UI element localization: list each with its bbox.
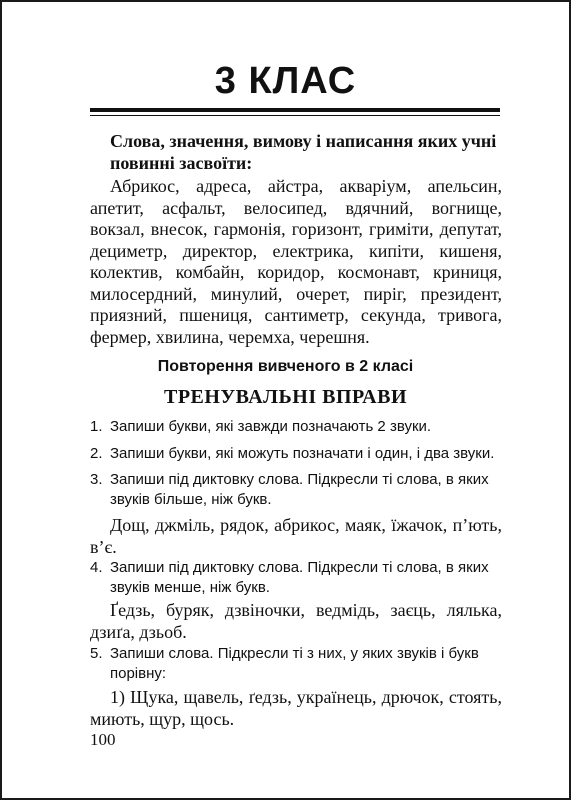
task-5 <box>90 644 502 684</box>
task-text: Запиши під диктовку слова. Підкресли ті слова, в яких звуків менше, ніж букв. <box>110 559 489 596</box>
task-number: 5. <box>90 645 103 662</box>
vocabulary-words: Абрикос, адреса, айстра, акваріум, апельсин, апетит, асфальт, велосипед, вдячний, вогнище, вокзал, внесок, гармонія, горизонт, гриміти, депутат, дециметр, директор, електрика, кипіти, кишеня, колектив, комбайн, коридор, космонавт, криниця, милосердний, минулий, очерет, пиріг, президент, приязний, пшениця, сантиметр, секунда, тривога, фермер, хвилина, черемха, черешня. <box>90 176 502 347</box>
task-3 <box>90 470 502 510</box>
task-3-words: Дощ, джміль, рядок, абрикос, маяк, їжачок, п’ють, в’є. <box>90 515 502 557</box>
exercises-heading: ТРЕНУВАЛЬНІ ВПРАВИ <box>163 386 407 408</box>
task-4-words: Ґедзь, буряк, дзвіночки, ведмідь, заєць, лялька, дзиґа, дзьоб. <box>90 600 502 642</box>
vocabulary-heading: Слова, значення, вимову і написання яких учні повинні засвоїти: <box>110 131 497 173</box>
title-rule-thin <box>90 115 500 116</box>
task-text: Запиши під диктовку слова. Підкресли ті слова, в яких звуків більше, ніж букв. <box>110 471 489 508</box>
title-rule-thick <box>90 108 500 112</box>
page-title: 3 КЛАС <box>214 60 357 102</box>
section-heading: Повторення вивченого в 2 класі <box>157 358 414 375</box>
task-text: Запиши слова. Підкресли ті з них, у яких звуків і букв порівну: <box>110 645 479 682</box>
task-text: Запиши букви, які завжди позначають 2 звуки. <box>110 418 432 435</box>
task-4 <box>90 558 502 598</box>
task-2 <box>90 444 502 464</box>
task-number: 3. <box>90 471 103 488</box>
task-number: 2. <box>90 445 103 462</box>
task-number: 1. <box>90 418 103 435</box>
task-5-words: 1) Щука, щавель, ґедзь, українець, дрючок, стоять, миють, щур, щось. <box>90 687 502 729</box>
task-1 <box>90 417 502 437</box>
page-number: 100 <box>90 730 116 749</box>
task-number: 4. <box>90 559 103 576</box>
task-text: Запиши букви, які можуть позначати і один, і два звуки. <box>110 445 495 462</box>
